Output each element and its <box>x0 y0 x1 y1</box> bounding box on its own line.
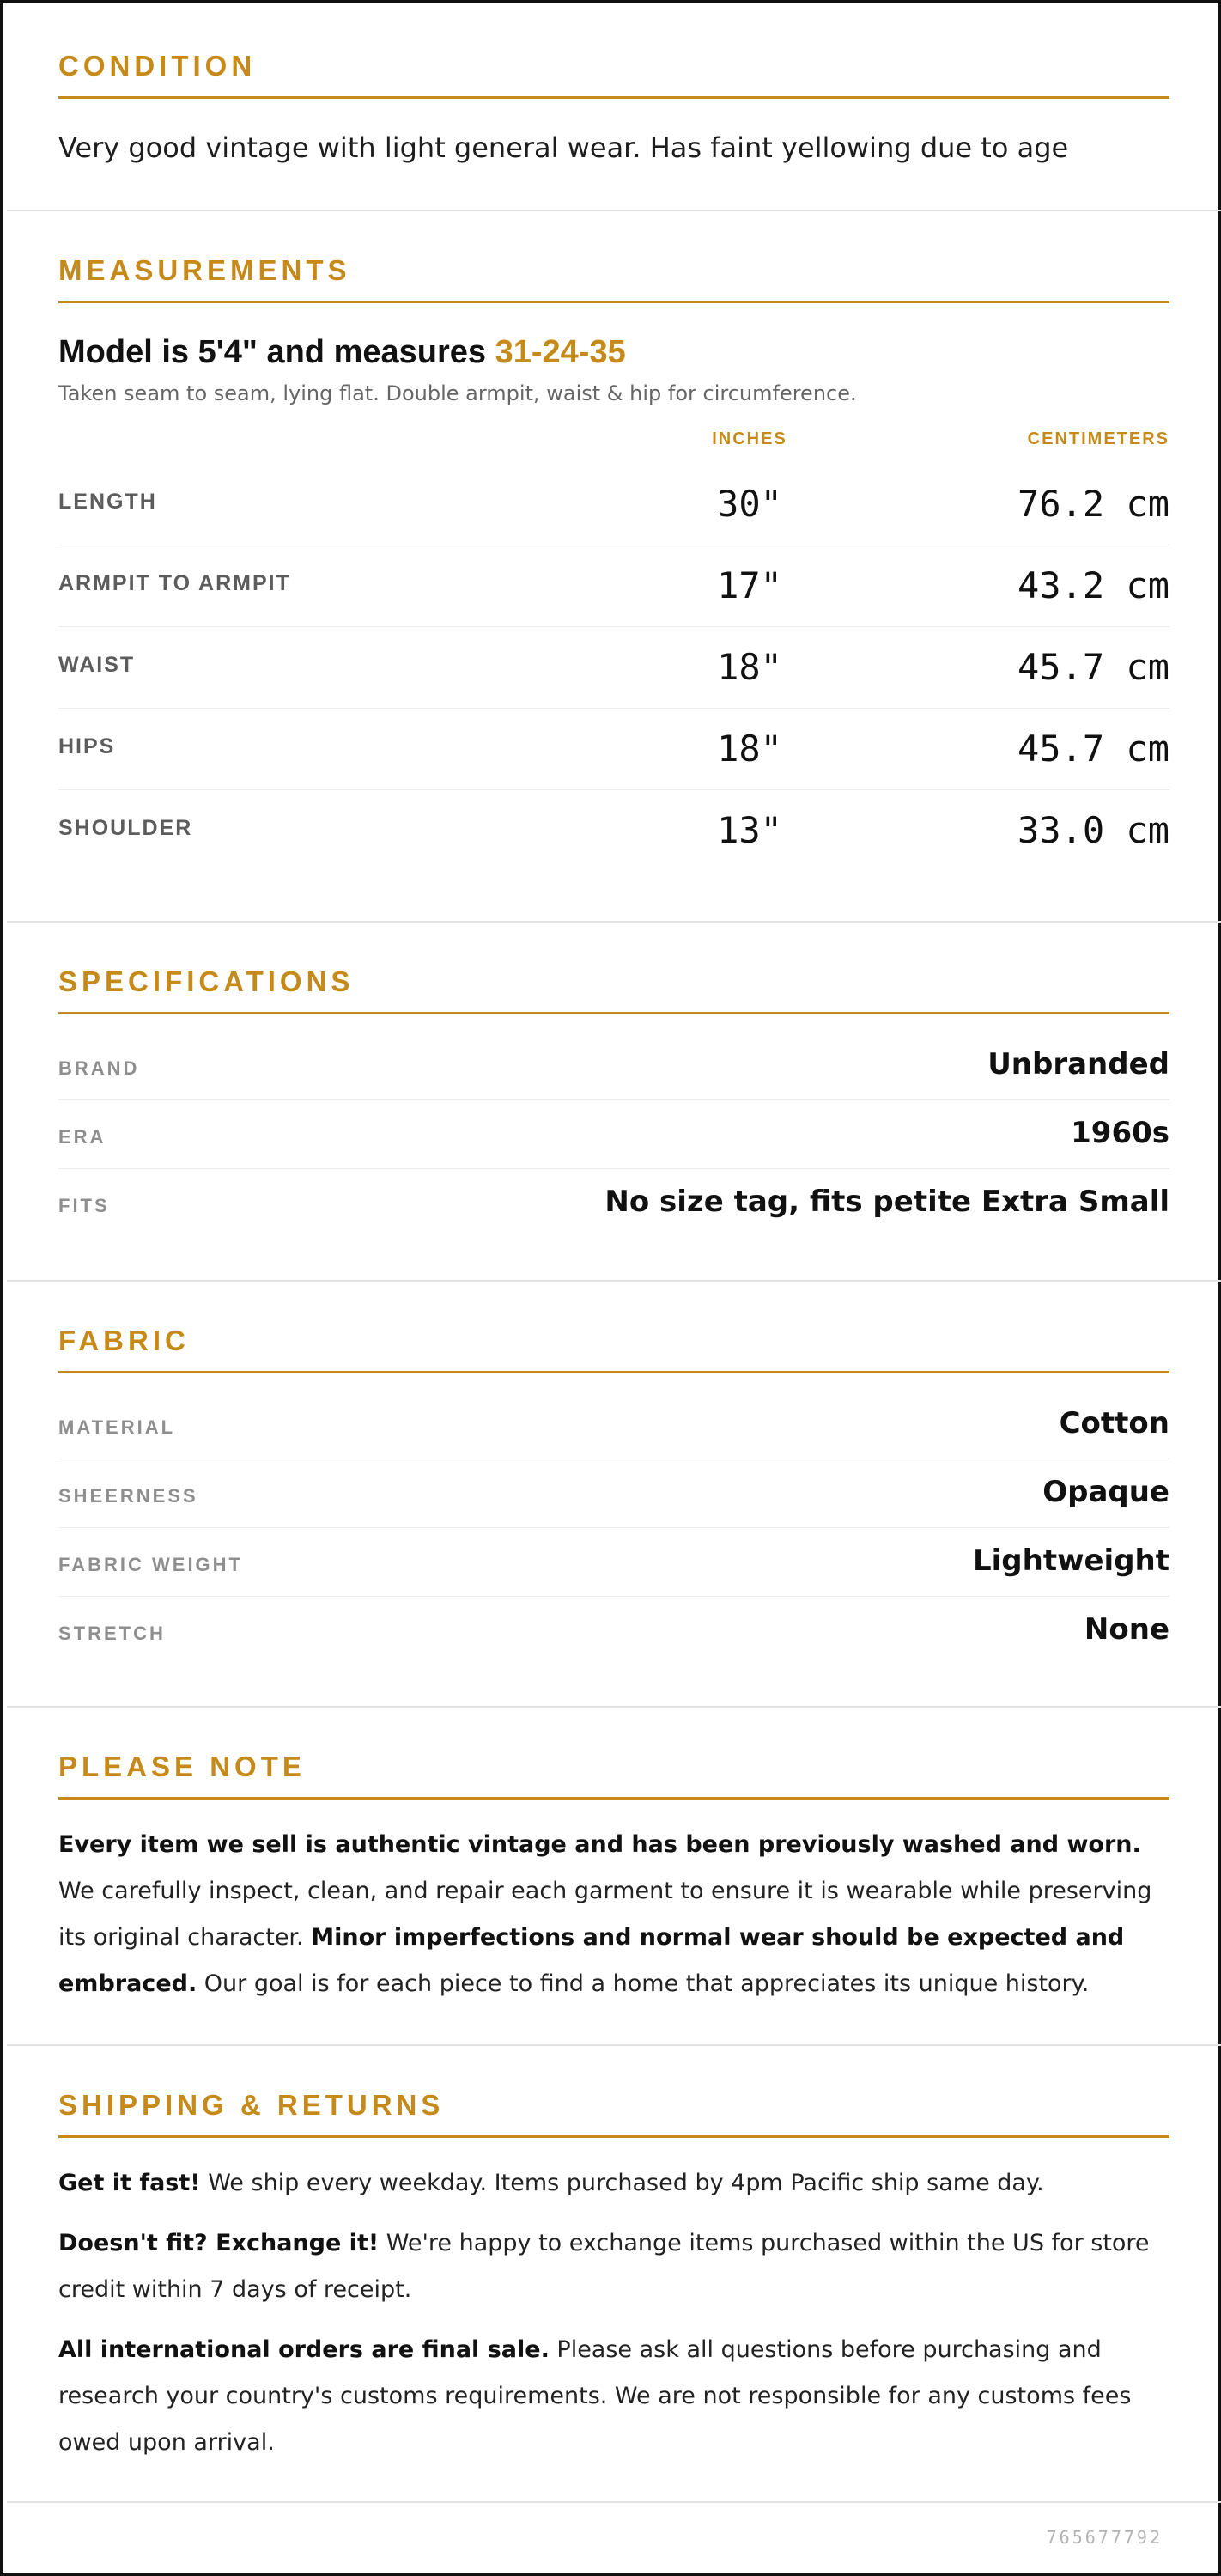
shipping-paragraph-2 <box>58 2220 1169 2313</box>
model-highlight: 31-24-35 <box>495 334 626 370</box>
item-id: 765677792 <box>1046 2527 1163 2548</box>
shipping-title: SHIPPING & RETURNS <box>58 2089 1169 2138</box>
measurement-inches: 13" <box>717 809 782 851</box>
shipping-section <box>7 2046 1221 2503</box>
centimeters-header: CENTIMETERS <box>1027 429 1169 448</box>
spec-label: FITS <box>58 1195 110 1216</box>
measurement-row <box>58 627 1169 709</box>
note-text-1: We carefully inspect, clean, and repair each garment to ensure it is wearable while preserving its original character. <box>58 1878 1152 1951</box>
fabric-row <box>58 1528 1169 1597</box>
measurement-label: SHOULDER <box>58 816 193 840</box>
condition-text: Very good vintage with light general wear. Has faint yellowing due to age <box>58 131 1069 164</box>
measurement-label: ARMPIT TO ARMPIT <box>58 571 291 595</box>
measurement-row <box>58 709 1169 790</box>
measurement-cm: 45.7 cm <box>1017 646 1169 688</box>
fabric-label: SHEERNESS <box>58 1485 198 1507</box>
measurement-row <box>58 790 1169 871</box>
measurement-inches: 18" <box>717 728 782 770</box>
shipping-bold-3: All international orders are final sale. <box>58 2336 550 2363</box>
note-bold-1: Every item we sell is authentic vintage and has been previously washed and worn. <box>58 1831 1141 1858</box>
spec-row <box>58 1100 1169 1169</box>
inches-header: INCHES <box>712 429 787 448</box>
measurement-inches: 18" <box>717 646 782 688</box>
measurements-section <box>7 211 1221 923</box>
specifications-title: SPECIFICATIONS <box>58 965 1169 1014</box>
measurement-row <box>58 545 1169 627</box>
spec-value: No size tag, fits petite Extra Small <box>604 1184 1169 1219</box>
fabric-section <box>7 1282 1221 1708</box>
fabric-label: STRETCH <box>58 1623 166 1644</box>
model-prefix: Model is 5'4" and measures <box>58 334 495 370</box>
measurement-label: HIPS <box>58 734 116 758</box>
measurement-cm: 43.2 cm <box>1017 564 1169 606</box>
measurement-note: Taken seam to seam, lying flat. Double armpit, waist & hip for circumference. <box>58 381 857 405</box>
shipping-text-3: Please ask all questions before purchasing and research your country's customs requirements. We are not responsible for any customs fees owed upon arrival. <box>58 2336 1132 2456</box>
fabric-value: Cotton <box>1059 1406 1169 1440</box>
fabric-row <box>58 1391 1169 1459</box>
specifications-list <box>58 1032 1169 1237</box>
condition-section <box>7 7 1221 211</box>
measurement-cm: 33.0 cm <box>1017 809 1169 851</box>
please-note-text <box>58 1822 1169 2007</box>
note-text-2: Our goal is for each piece to find a home that appreciates its unique history. <box>197 1970 1090 1997</box>
measurement-table <box>58 464 1169 871</box>
spec-value: Unbranded <box>987 1047 1169 1081</box>
fabric-value: None <box>1084 1612 1169 1647</box>
shipping-text-2: We're happy to exchange items purchased within the US for store credit within 7 days of receipt. <box>58 2230 1150 2303</box>
shipping-bold-1: Get it fast! <box>58 2170 201 2196</box>
please-note-title: PLEASE NOTE <box>58 1751 1169 1800</box>
fabric-value: Opaque <box>1042 1475 1169 1509</box>
spec-value: 1960s <box>1071 1116 1169 1150</box>
measurement-inches: 30" <box>717 483 782 525</box>
fabric-label: MATERIAL <box>58 1416 176 1438</box>
fabric-list <box>58 1391 1169 1665</box>
spec-label: ERA <box>58 1126 106 1148</box>
fabric-value: Lightweight <box>972 1544 1169 1578</box>
measurement-row <box>58 464 1169 545</box>
fabric-title: FABRIC <box>58 1325 1169 1373</box>
measurement-label: LENGTH <box>58 490 157 514</box>
shipping-bold-2: Doesn't fit? Exchange it! <box>58 2230 380 2256</box>
measurement-inches: 17" <box>717 564 782 606</box>
model-measurements <box>58 334 1169 371</box>
shipping-paragraph-1 <box>58 2160 1169 2207</box>
measurement-label: WAIST <box>58 653 136 677</box>
spec-row <box>58 1032 1169 1100</box>
fabric-label: FABRIC WEIGHT <box>58 1554 243 1575</box>
specifications-section <box>7 923 1221 1282</box>
condition-title: CONDITION <box>58 50 1169 99</box>
measurement-cm: 45.7 cm <box>1017 728 1169 770</box>
shipping-paragraph-3 <box>58 2327 1169 2466</box>
measurements-title: MEASUREMENTS <box>58 254 1169 303</box>
please-note-section <box>7 1708 1221 2046</box>
measurement-cm: 76.2 cm <box>1017 483 1169 525</box>
spec-row <box>58 1169 1169 1237</box>
spec-label: BRAND <box>58 1057 140 1079</box>
fabric-row <box>58 1597 1169 1665</box>
measurement-header <box>58 429 1169 464</box>
shipping-text-1: We ship every weekday. Items purchased by 4pm Pacific ship same day. <box>200 2170 1044 2196</box>
note-bold-2: Minor imperfections and normal wear should be expected and embraced. <box>58 1924 1125 1997</box>
fabric-row <box>58 1459 1169 1528</box>
